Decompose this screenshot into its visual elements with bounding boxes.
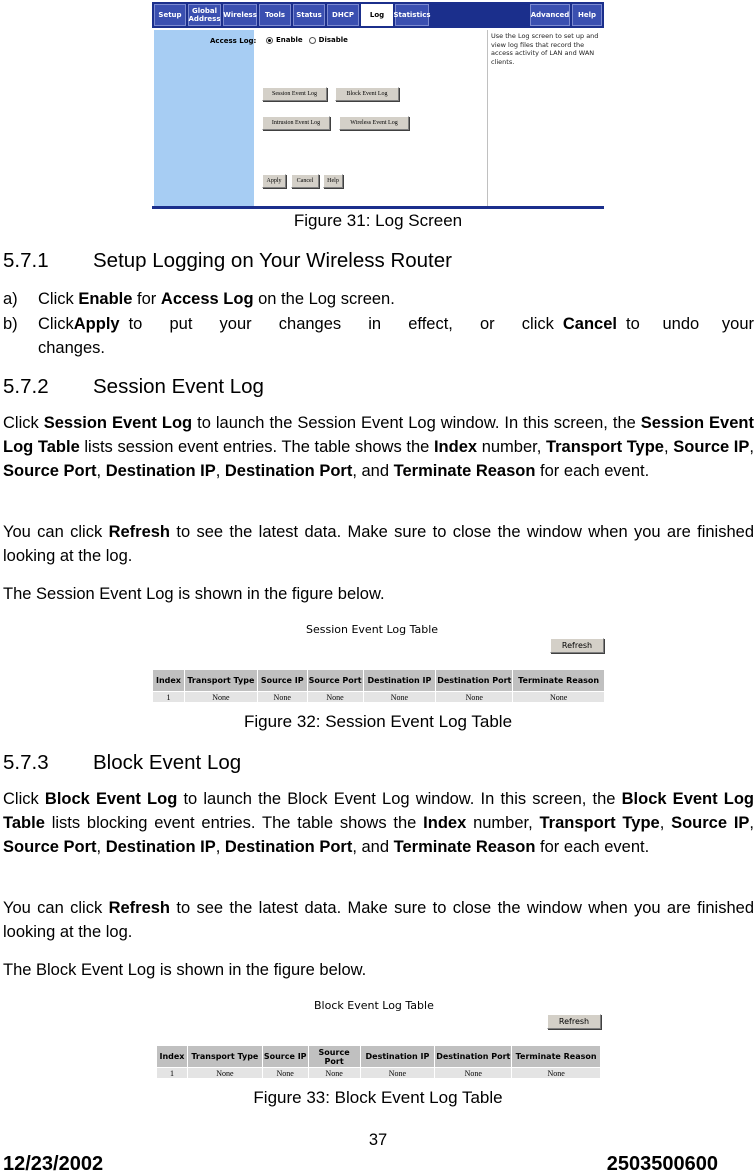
figure-33-caption: Figure 33: Block Event Log Table [253, 1088, 503, 1107]
text: to see the latest data. Make sure to close the window when you are finished looking at the log. [3, 523, 754, 565]
col-transport-type: Transport Type [184, 670, 257, 692]
bold-term: Refresh [108, 523, 171, 541]
step-b-line-1 [38, 314, 754, 335]
wireless-event-log-button[interactable]: Wireless Event Log [339, 116, 409, 130]
col-terminate-reason: Terminate Reason [512, 1046, 601, 1068]
tab-advanced[interactable]: Advanced [530, 4, 570, 26]
bold-term: Source IP [671, 814, 750, 832]
access-log-label: Access Log: [210, 37, 257, 45]
tab-help[interactable]: Help [572, 4, 602, 26]
tab-dhcp[interactable]: DHCP [327, 4, 359, 26]
footer-doc-number: 2503500600 [606, 1153, 718, 1175]
col-source-port: Source Port [307, 670, 363, 692]
tab-tools[interactable]: Tools [259, 4, 291, 26]
step-a [3, 289, 754, 310]
block-paragraph-3: The Block Event Log is shown in the figure below. [3, 961, 367, 979]
section-5-7-2-heading [3, 375, 264, 399]
bold-term: Source IP [673, 438, 750, 456]
step-b-marker: b) [3, 315, 18, 333]
col-index: Index [157, 1046, 188, 1068]
figure-31-caption: Figure 31: Log Screen [293, 211, 463, 230]
tab-status[interactable]: Status [293, 4, 325, 26]
access-log-radio-group [266, 36, 348, 44]
bold-term: Block Event Log Table [3, 790, 754, 832]
step-a-text [38, 289, 395, 310]
log-screen-figure [152, 0, 604, 210]
bold-term: Destination IP [105, 838, 216, 856]
table-row [153, 692, 605, 703]
step-a-access-log: Access Log [160, 290, 254, 308]
footer-date: 12/23/2002 [3, 1153, 104, 1175]
tab-setup[interactable]: Setup [154, 4, 186, 26]
step-a-text-1: Click [38, 290, 74, 308]
bold-term: Source Port [3, 462, 97, 480]
cell-source-port: None [308, 1068, 360, 1079]
tab-log[interactable]: Log [361, 4, 393, 26]
text: to launch the Session Event Log window. In this screen, the [197, 414, 636, 432]
session-event-log-table [152, 669, 605, 703]
text: for each event. [540, 838, 650, 856]
bold-term: Session Event Log Table [3, 414, 754, 456]
bold-term: Block Event Log [44, 790, 178, 808]
bottom-bar [152, 206, 604, 209]
bold-term: Source Port [3, 838, 97, 856]
bold-term: Index [433, 438, 478, 456]
step-b-text-2: to put your changes in effect, or click [128, 315, 554, 333]
col-destination-port: Destination Port [435, 1046, 512, 1068]
col-source-ip: Source IP [257, 670, 307, 692]
bold-term: Session Event Log [43, 414, 193, 432]
section-5-7-3-heading [3, 751, 241, 775]
tab-wireless[interactable]: Wireless [223, 4, 257, 26]
bold-term: Transport Type [545, 438, 664, 456]
step-a-text-3: on the Log screen. [258, 290, 395, 308]
col-source-ip: Source IP [262, 1046, 308, 1068]
tab-statistics[interactable]: Statistics [395, 4, 429, 26]
text: lists blocking event entries. The table shows the [51, 814, 417, 832]
disable-label: Disable [318, 36, 348, 44]
section-title: Session Event Log [93, 375, 264, 398]
text: , and [352, 838, 390, 856]
section-number: 5.7.2 [3, 375, 49, 398]
page-number: 37 [368, 1131, 388, 1149]
cell-transport-type: None [184, 692, 257, 703]
block-paragraph-2 [3, 896, 754, 944]
cell-destination-port: None [436, 692, 513, 703]
cell-terminate-reason: None [513, 692, 605, 703]
session-paragraph-3: The Session Event Log is shown in the figure below. [3, 585, 385, 603]
block-refresh-button[interactable]: Refresh [547, 1014, 601, 1029]
session-event-log-button[interactable]: Session Event Log [262, 87, 327, 101]
bold-term: Terminate Reason [393, 838, 536, 856]
cell-terminate-reason: None [512, 1068, 601, 1079]
text: for each event. [540, 462, 650, 480]
left-pane [154, 30, 257, 206]
disable-radio[interactable] [309, 37, 316, 44]
col-destination-ip: Destination IP [363, 670, 436, 692]
session-refresh-button[interactable]: Refresh [550, 638, 604, 653]
intrusion-event-log-button[interactable]: Intrusion Event Log [262, 116, 330, 130]
cell-destination-ip: None [360, 1068, 435, 1079]
cell-destination-ip: None [363, 692, 436, 703]
bold-term: Destination Port [224, 462, 353, 480]
cell-source-ip: None [262, 1068, 308, 1079]
col-index: Index [153, 670, 185, 692]
help-text: Use the Log screen to set up and view log files that record the access activity of LAN and WAN clients. [489, 30, 604, 206]
cell-index: 1 [157, 1068, 188, 1079]
step-a-enable: Enable [78, 290, 133, 308]
bold-term: Destination IP [105, 462, 216, 480]
bold-term: Terminate Reason [393, 462, 536, 480]
session-table-title: Session Event Log Table [306, 623, 439, 636]
figure-32-caption: Figure 32: Session Event Log Table [243, 712, 513, 731]
section-title: Setup Logging on Your Wireless Router [93, 249, 452, 272]
step-b-apply: Apply [73, 315, 120, 333]
col-transport-type: Transport Type [187, 1046, 262, 1068]
section-title: Block Event Log [93, 751, 242, 774]
cancel-button[interactable]: Cancel [291, 174, 319, 188]
apply-button[interactable]: Apply [262, 174, 286, 188]
col-destination-ip: Destination IP [360, 1046, 435, 1068]
cell-source-ip: None [257, 692, 307, 703]
bold-term: Index [423, 814, 467, 832]
step-a-text-2: for [137, 290, 157, 308]
step-b-cancel: Cancel [562, 315, 617, 333]
step-b-text-3: to undo your [626, 315, 754, 333]
session-paragraph-1: Click Session Event Log to launch the Session Event Log window. In this screen, the Session Event Log Table lists session event entries. The table shows the Index number, Transport Type, Source IP, Source Port, Destination IP, Destination Port, and Terminate Reason for each event. [3, 414, 754, 480]
help-button[interactable]: Help [323, 174, 343, 188]
cell-source-port: None [307, 692, 363, 703]
session-paragraph-2 [3, 520, 754, 568]
section-5-7-1-heading [3, 249, 452, 273]
router-nav-bar [152, 2, 604, 28]
text: to launch the Block Event Log window. In this screen, the [183, 790, 616, 808]
text: to see the latest data. Make sure to close the window when you are finished looking at the log. [3, 899, 754, 941]
table-header-row [157, 1046, 601, 1068]
bold-term: Refresh [108, 899, 171, 917]
section-number: 5.7.1 [3, 249, 49, 272]
text: number, [481, 438, 542, 456]
cell-destination-port: None [435, 1068, 512, 1079]
text: , and [352, 462, 390, 480]
block-table-title: Block Event Log Table [314, 999, 434, 1012]
step-b-text-4: changes. [38, 339, 105, 357]
block-event-log-button[interactable]: Block Event Log [335, 87, 399, 101]
text: Click [3, 414, 39, 432]
text: Click [3, 790, 39, 808]
block-paragraph-1: Click Block Event Log to launch the Block Event Log window. In this screen, the Block Event Log Table lists blocking event entries. The table shows the Index number, Transport Type, Source IP, Source Port, Destination IP, Destination Port, and Terminate Reason for each event. [3, 790, 755, 856]
col-terminate-reason: Terminate Reason [513, 670, 605, 692]
enable-label: Enable [276, 36, 303, 44]
text: You can click [3, 523, 103, 541]
enable-radio[interactable] [266, 37, 273, 44]
text: number, [473, 814, 533, 832]
section-number: 5.7.3 [3, 751, 49, 774]
step-a-marker: a) [3, 290, 18, 308]
cell-index: 1 [153, 692, 185, 703]
table-row [157, 1068, 601, 1079]
tab-global-address[interactable]: Global Address [188, 4, 221, 26]
bold-term: Transport Type [539, 814, 660, 832]
text: lists session event entries. The table shows the [84, 438, 430, 456]
col-destination-port: Destination Port [436, 670, 513, 692]
bold-term: Destination Port [224, 838, 353, 856]
table-header-row [153, 670, 605, 692]
text: You can click [3, 899, 103, 917]
col-source-port: Source Port [308, 1046, 360, 1068]
step-b [3, 314, 754, 360]
block-event-log-table [156, 1045, 601, 1079]
cell-transport-type: None [187, 1068, 262, 1079]
step-b-word-click: Click [38, 315, 74, 333]
